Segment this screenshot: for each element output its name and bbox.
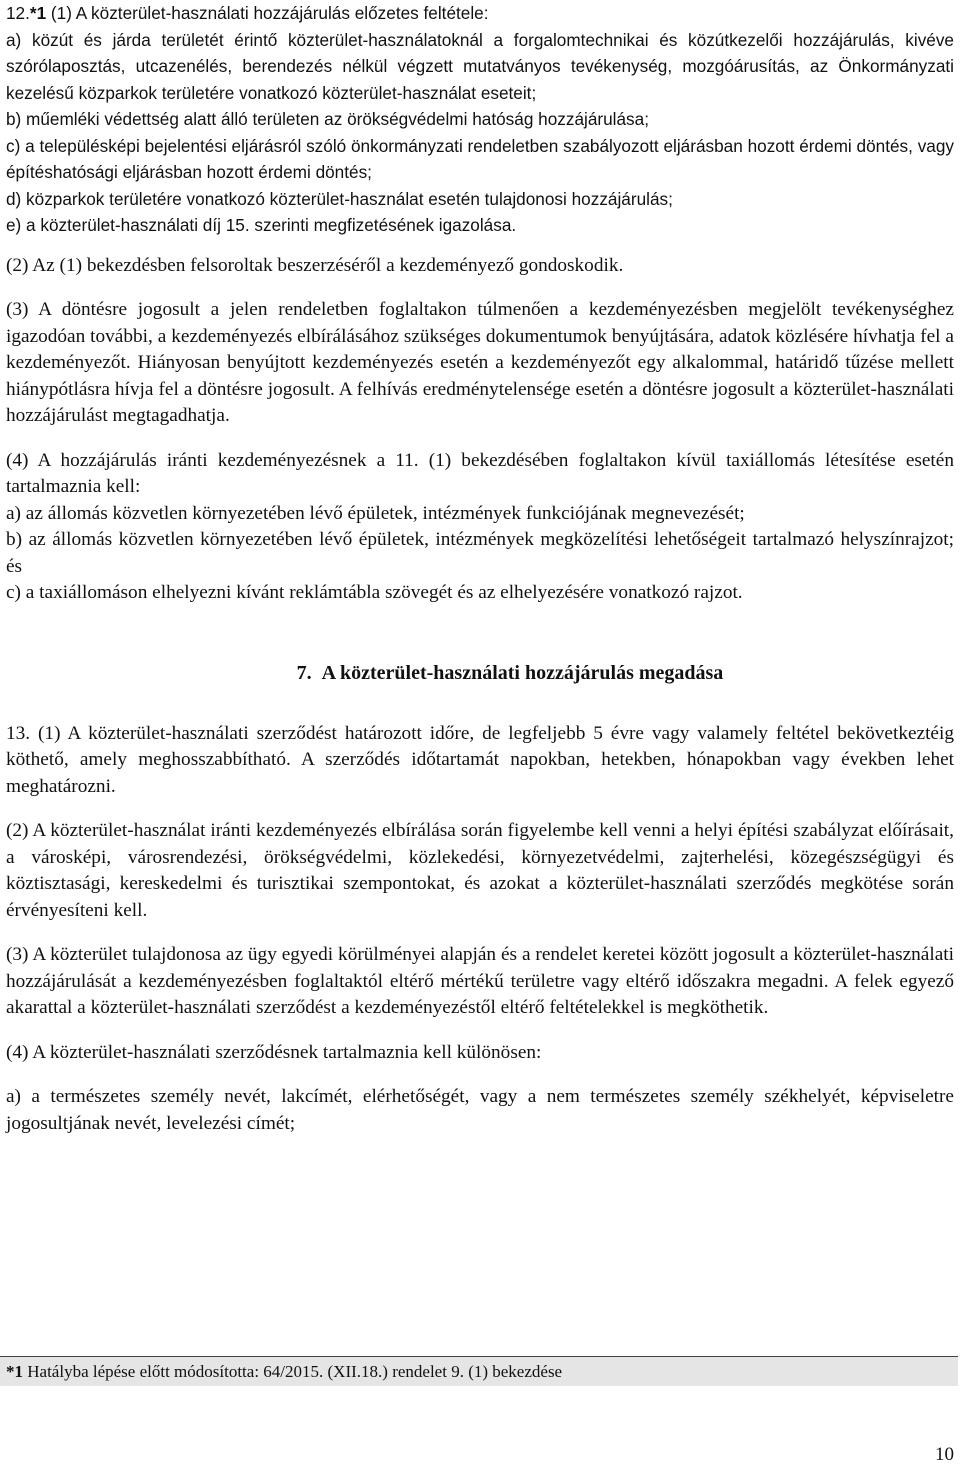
section-12-item-a: a) közút és járda területét érintő közterület-használatoknál a forgalomtechnikai és közútkezelői hozzájárulás, kivéve szórólaposztás, utcazenélés, berendezés nélkül végzett mutatványos tevékenység, mozgóárusítás, az Önkormányzati kezelésű közparkok területére vonatkozó közterület-használat eseteit; — [6, 29, 954, 103]
chapter-number: 7. — [296, 661, 312, 684]
page-number: 10 — [935, 1444, 954, 1465]
section-13-paragraph-1: 13. (1) A közterület-használati szerződést határozott időre, de legfeljebb 5 évre vagy valamely feltétel bekövetkeztéig köthető, amely meghosszabbítható. A szerződés időtartamát napokban, hetekben, hónapokban vagy években lehet meghatározni. — [6, 722, 954, 797]
section-12-paragraph-4-item-a: a) az állomás közvetlen környezetében lévő épületek, intézmények funkciójának megnevezését; — [6, 502, 745, 524]
section-13 — [6, 721, 954, 1138]
footnote-text: Hatályba lépése előtt módosította: 64/2015. (XII.18.) rendelet 9. (1) bekezdése — [23, 1362, 563, 1381]
footnote — [0, 1356, 958, 1386]
section-12 — [6, 0, 954, 239]
amendment-marker: *1 — [29, 3, 47, 23]
section-12-paragraph-2: (2) Az (1) bekezdésben felsoroltak beszerzéséről a kezdeményező gondoskodik. — [6, 254, 624, 276]
section-number: 12. — [6, 3, 30, 23]
section-12-paragraph-4-item-b: b) az állomás közvetlen környezetében lévő épületek, intézmények megközelítési lehetőségeit tartalmazó helyszínrajzot; és — [6, 529, 954, 577]
footnote-marker: *1 — [6, 1362, 23, 1381]
section-12-item-d: d) közparkok területére vonatkozó közterület-használat esetén tulajdonosi hozzájárulás; — [6, 188, 673, 209]
section-12-intro — [6, 0, 954, 27]
section-12-item-c: c) a településképi bejelentési eljárásról szóló önkormányzati rendeletben szabályozott eljárásban hozott érdemi döntés, vagy építéshatósági eljárásban hozott érdemi döntés; — [6, 135, 954, 182]
chapter-heading — [6, 659, 954, 687]
document-page — [6, 0, 954, 1137]
section-12-paragraph-4-item-c: c) a taxiállomáson elhelyezni kívánt reklámtábla szövegét és az elhelyezésére vonatkozó rajzot. — [6, 582, 743, 603]
section-12-item-b: b) műemléki védettség alatt álló területen az örökségvédelmi hatóság hozzájárulása; — [6, 109, 649, 129]
section-13-paragraph-4: (4) A közterület-használati szerződésnek tartalmaznia kell különösen: — [6, 1041, 542, 1063]
section-13-paragraph-4-item-a: a) a természetes személy nevét, lakcímét, elérhetőségét, vagy a nem természetes személy székhelyét, képviseletre jogosultjának nevét, levelezési címét; — [6, 1086, 954, 1134]
section-13-paragraph-3: (3) A közterület tulajdonosa az ügy egyedi körülményei alapján és a rendelet keretei között jogosult a közterület-használati hozzájárulását a kezdeményezésben foglaltaktól eltérő mértékű területre vagy eltérő időszakra megadni. A felek egyező akarattal a közterület-használati szerződést a kezdeményezéstől eltérő feltételekkel is megköthetik. — [6, 944, 954, 1018]
section-12-intro-text: (1) A közterület-használati hozzájárulás előzetes feltétele: — [46, 3, 489, 23]
section-12-paragraph-3: (3) A döntésre jogosult a jelen rendeletben foglaltakon túlmenően a kezdeményezésben megjelölt tevékenységhez igazodóan további, a kezdeményezés elbírálásához szükséges dokumentumok benyújtására, adatok közlésére hívhatja fel a kezdeményezőt. Hiányosan benyújtott kezdeményezés esetén a kezdeményezőt egy alkalommal, határidő tűzése mellett hiánypótlásra hívja fel a döntésre jogosult. A felhívás eredménytelensége esetén a döntésre jogosult a közterület-használati hozzájárulást megtagadhatja. — [6, 299, 954, 426]
chapter-title: A közterület-használati hozzájárulás megadása — [321, 661, 724, 684]
section-13-paragraph-2: (2) A közterület-használat iránti kezdeményezés elbírálása során figyelembe kell venni a helyi építési szabályzat előírásait, a városképi, városrendezési, örökségvédelmi, közlekedési, környezetvédelmi, zajterhelési, közegészségügyi és köztisztasági, kereskedelmi és turisztikai szempontokat, és azokat a közterület-használati szerződés megkötése során érvényesíteni kell. — [6, 820, 954, 921]
section-12-paragraphs — [6, 239, 954, 607]
section-12-item-e: e) a közterület-használati díj 15. szerinti megfizetésének igazolása. — [6, 215, 517, 235]
section-12-paragraph-4-intro: (4) A hozzájárulás iránti kezdeményezésnek a 11. (1) bekezdésében foglaltakon kívül taxiállomás létesítése esetén tartalmaznia kell: — [6, 449, 954, 497]
